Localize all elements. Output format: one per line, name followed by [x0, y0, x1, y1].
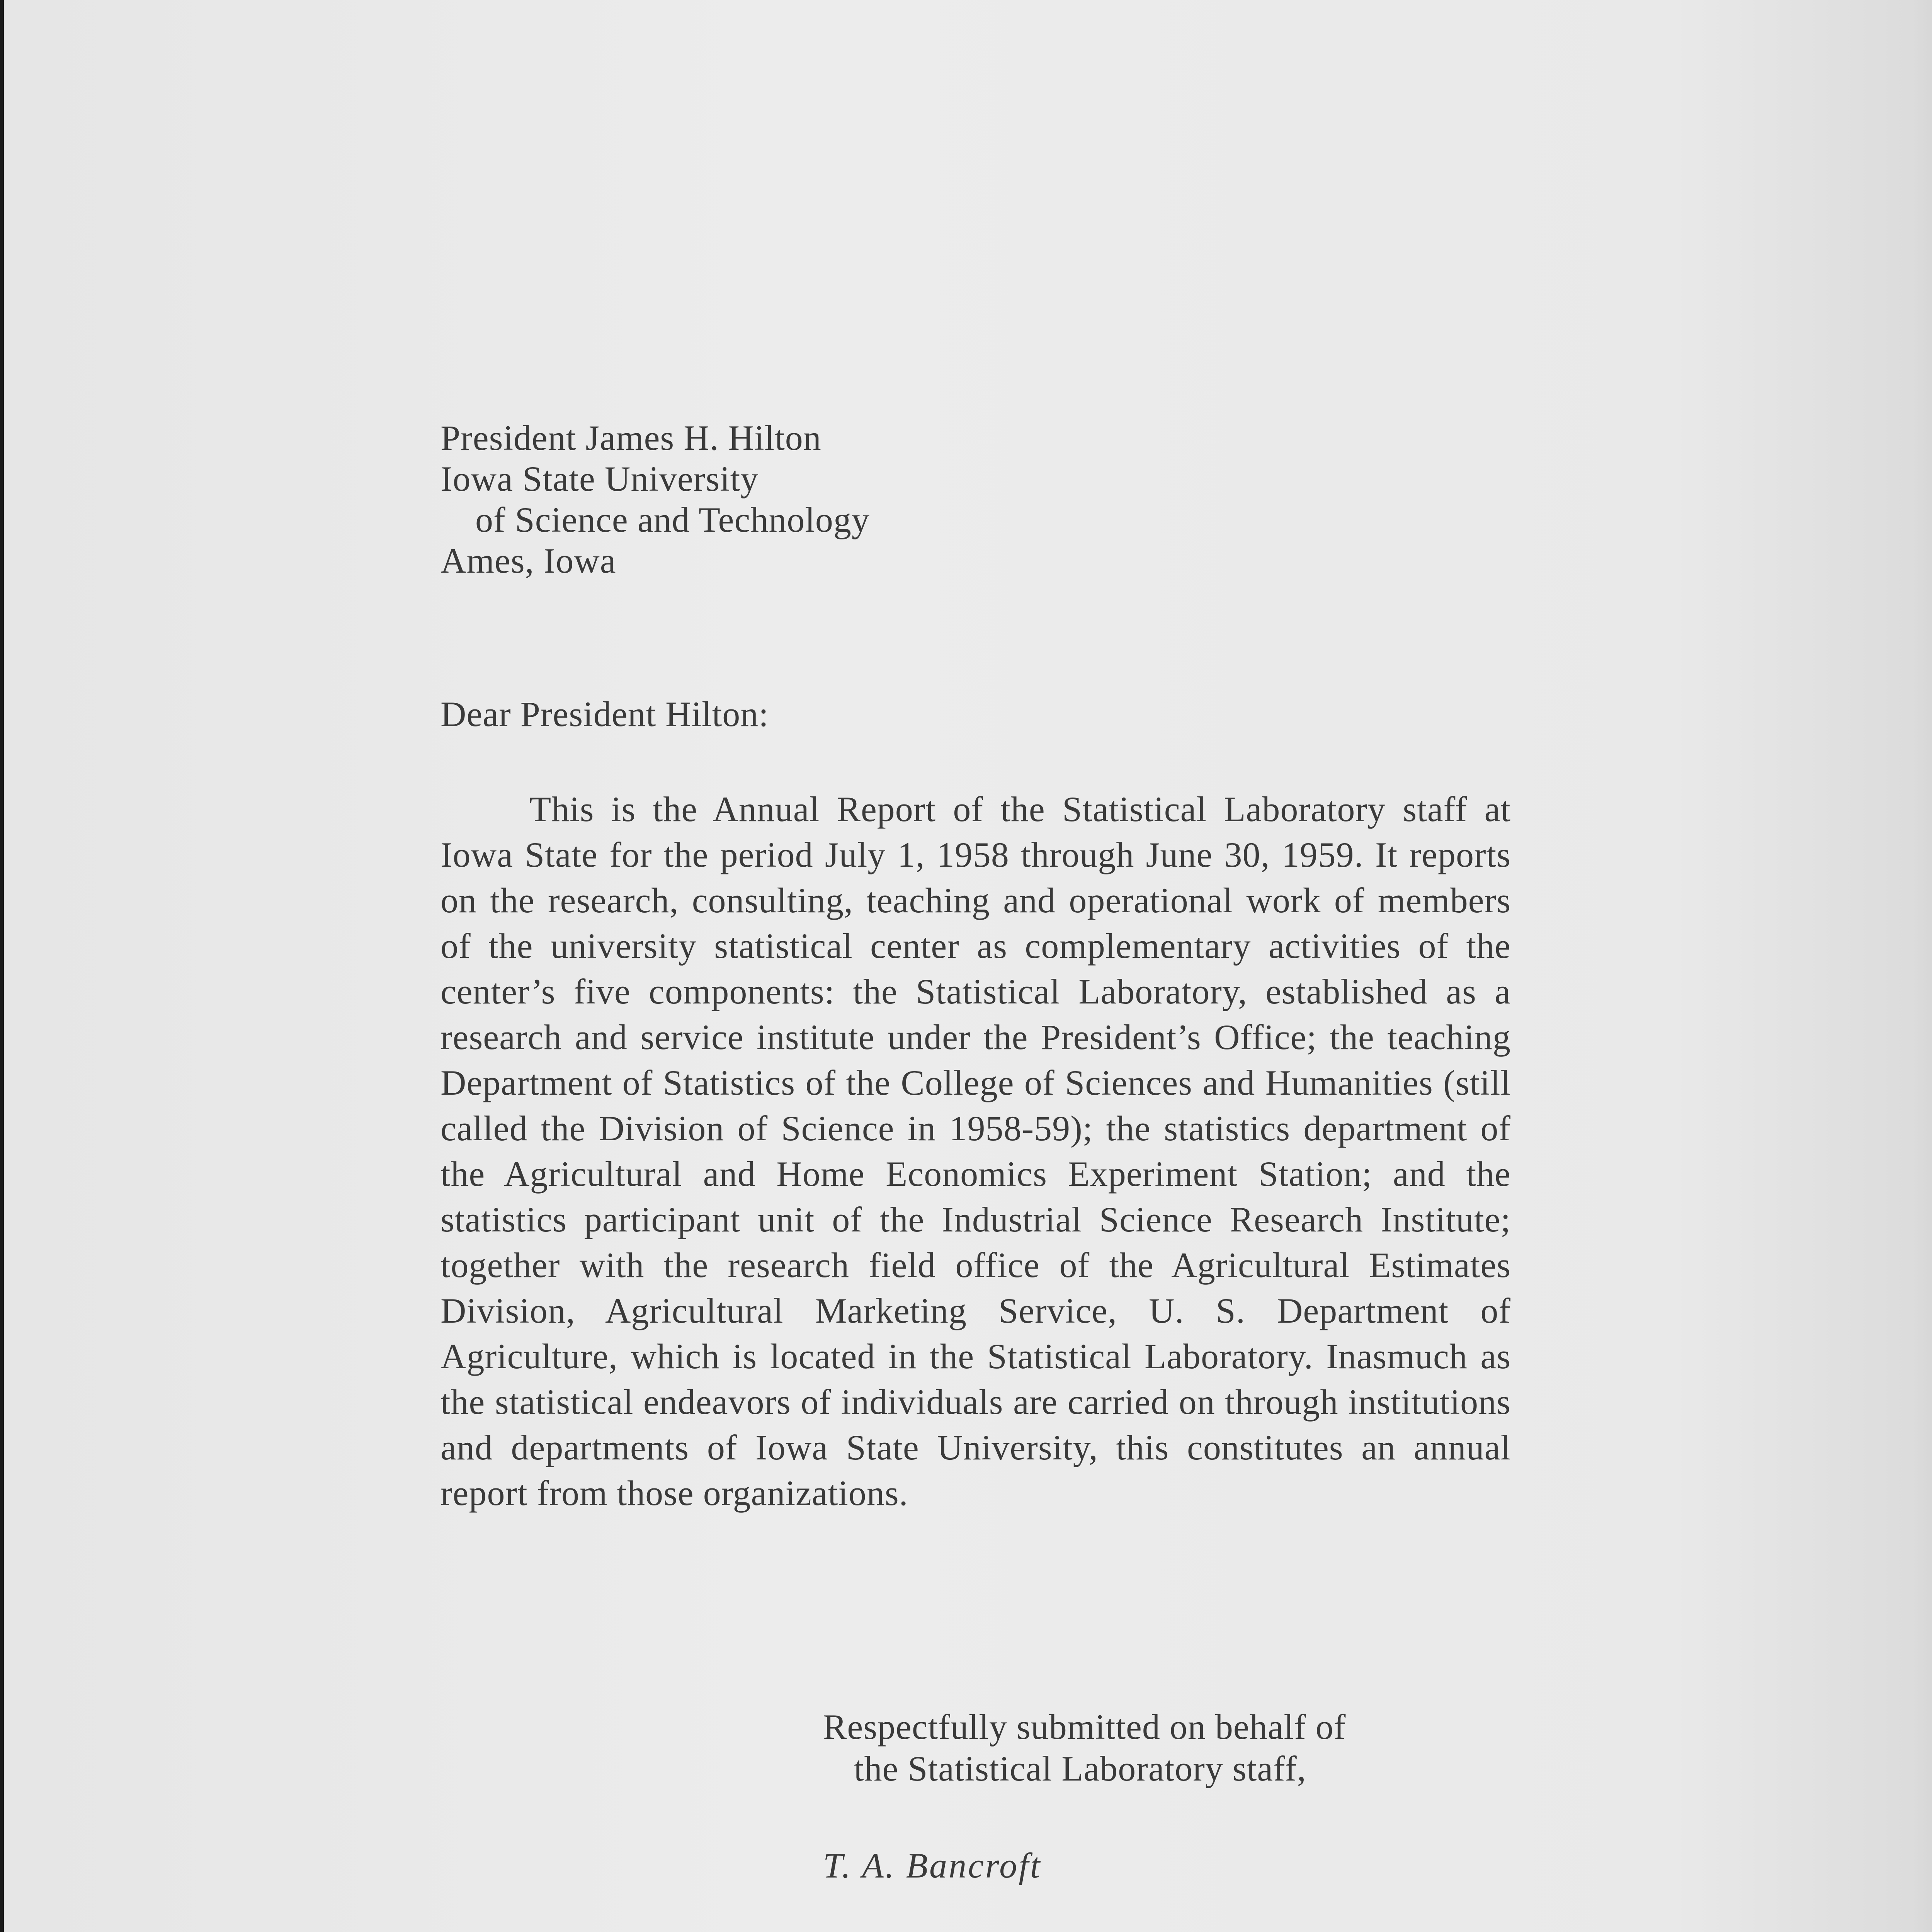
closing-line: Respectfully submitted on behalf of [823, 1707, 1346, 1747]
address-line: President James H. Hilton [440, 418, 821, 457]
letter-body: This is the Annual Report of the Statistical Laboratory staff at Iowa State for the period July 1, 1958 through June 30, 1959. It reports on the research, consulting, teaching and operational work of members of the university statistical center as complementary activities of the center’s five components: the Statistical Laboratory, established as a research and service institute under the President’s Office; the teaching Department of Statistics of the College of Sciences and Humanities (still called the Division of Science in 1958-59); the statistics department of the Agricultural and Home Economics Experiment Station; and the statistics participant unit of the Industrial Science Research Institute; together with the research field office of the Agricultural Estimates Division, Agricultural Marketing Service, U. S. Department of Agriculture, which is located in the Statistical Laboratory. Inasmuch as the statistical endeavors of individuals are carried on through institutions and departments of Iowa State University, this constitutes an annual report from those organizations. [440, 789, 1511, 1513]
closing-line: the Statistical Laboratory staff, [854, 1749, 1306, 1788]
salutation: Dear President Hilton: [440, 694, 769, 734]
recipient-address [440, 417, 870, 581]
address-line: of Science and Technology [475, 500, 870, 539]
address-line: Iowa State University [440, 459, 759, 498]
closing [823, 1706, 1346, 1789]
signature: T. A. Bancroft [823, 1846, 1042, 1885]
scan-edge-left [0, 0, 4, 1932]
address-line: Ames, Iowa [440, 541, 616, 580]
